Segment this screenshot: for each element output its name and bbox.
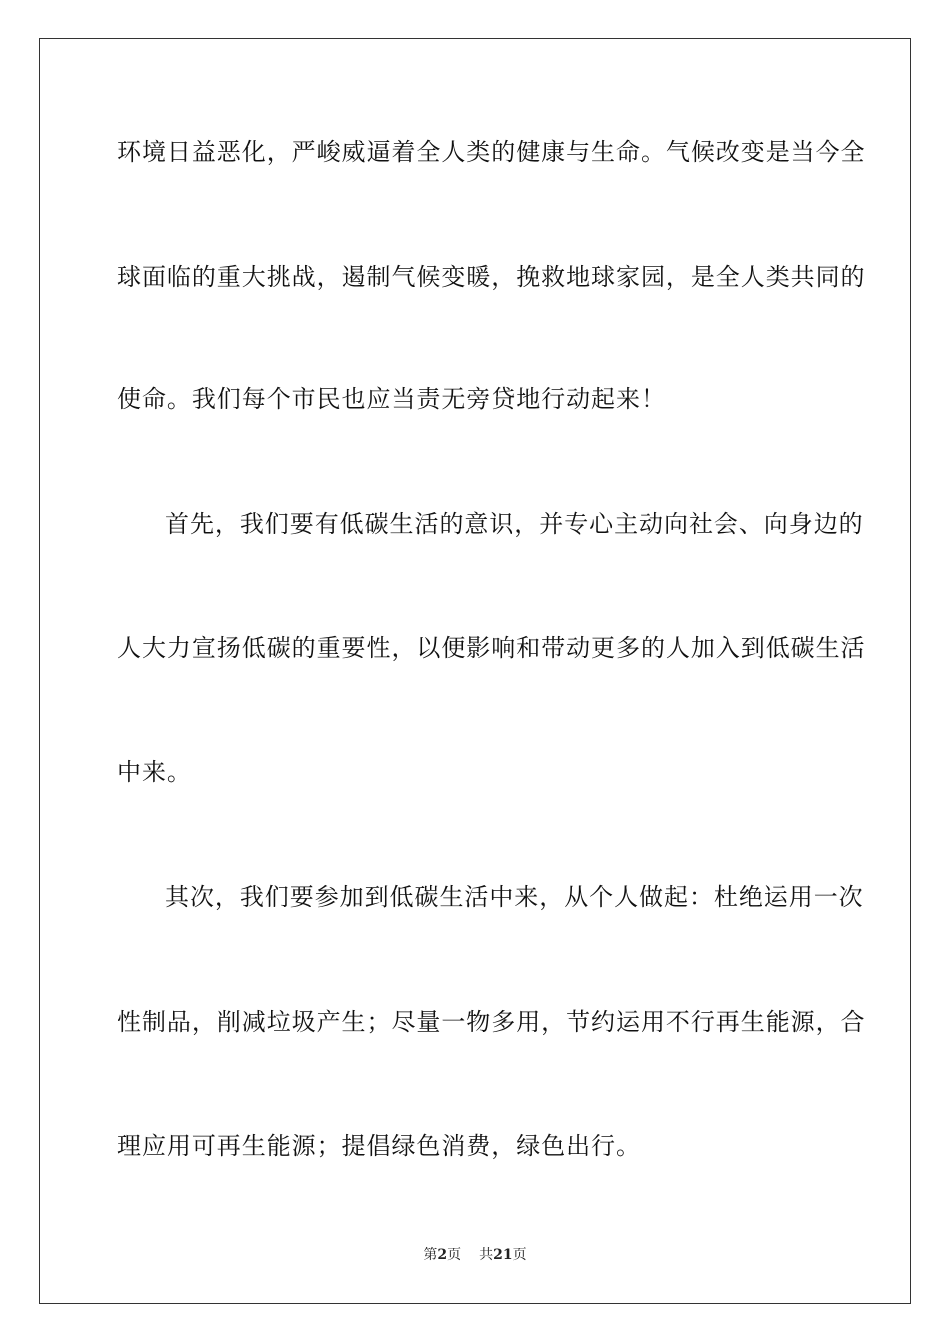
body-line-8: 性制品，削减垃圾产生；尽量一物多用，节约运用不行再生能源，合: [117, 1008, 866, 1036]
body-line-3: 使命。我们每个市民也应当责无旁贷地行动起来！: [117, 385, 666, 413]
total-prefix: 共: [479, 1247, 494, 1263]
total-pages: 21: [493, 1247, 513, 1263]
total-suffix: 页: [512, 1247, 527, 1263]
page-footer: [0, 1246, 950, 1264]
page-prefix: 第: [423, 1247, 438, 1263]
body-line-7: 其次，我们要参加到低碳生活中来，从个人做起：杜绝运用一次: [165, 883, 864, 911]
body-line-5: 人大力宣扬低碳的重要性，以便影响和带动更多的人加入到低碳生活: [117, 634, 866, 662]
page-frame: [39, 38, 911, 1304]
body-line-4: 首先，我们要有低碳生活的意识，并专心主动向社会、向身边的: [165, 510, 864, 538]
body-line-6: 中来。: [117, 758, 192, 786]
body-line-2: 球面临的重大挑战，遏制气候变暖，挽救地球家园，是全人类共同的: [117, 263, 866, 291]
page-number: 2: [437, 1247, 448, 1263]
body-line-9: 理应用可再生能源；提倡绿色消费，绿色出行。: [117, 1132, 641, 1160]
body-line-1: 环境日益恶化，严峻威逼着全人类的健康与生命。气候改变是当今全: [117, 138, 866, 166]
page-suffix: 页: [447, 1247, 462, 1263]
